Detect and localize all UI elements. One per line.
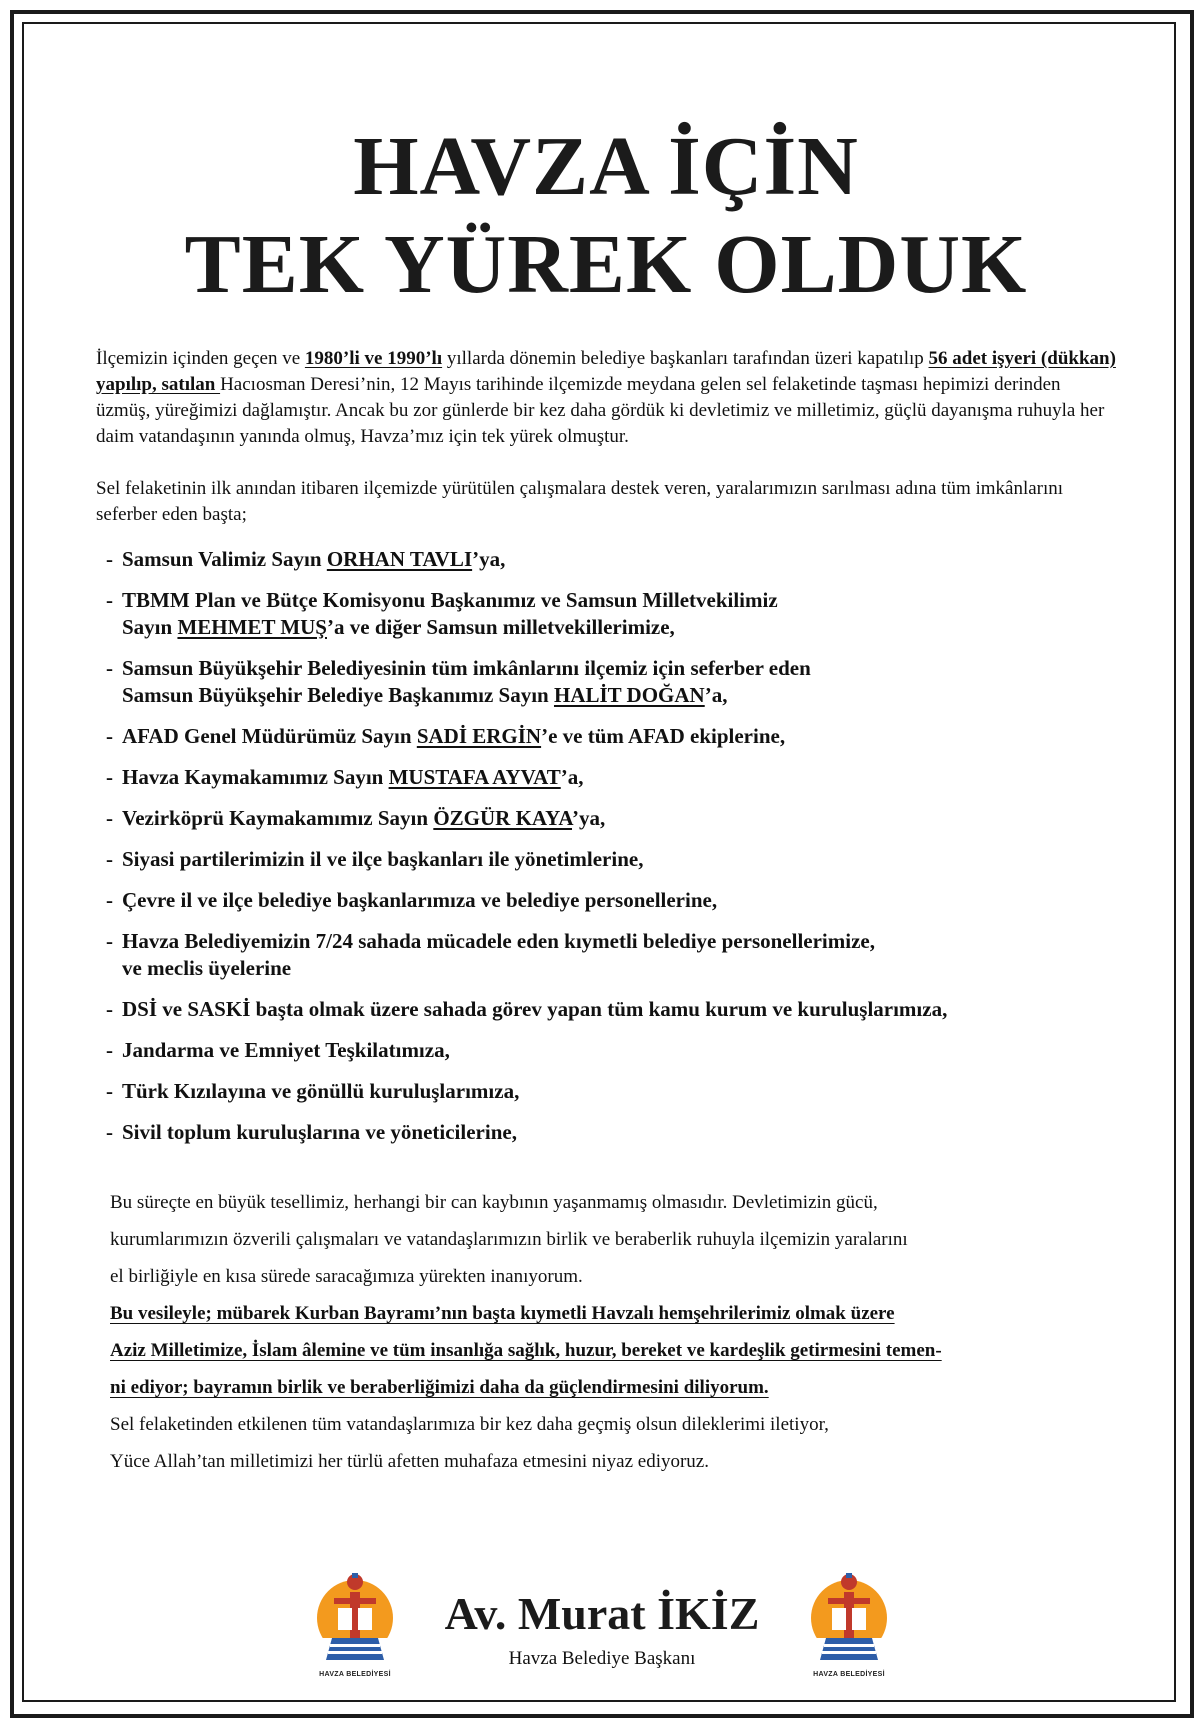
- closing-section: [110, 1184, 1116, 1480]
- list-item: [96, 546, 1116, 573]
- logo-caption: HAVZA BELEDİYESİ: [813, 1671, 885, 1678]
- list-item: - Türk Kızılayına ve gönüllü kuruluşlarımıza,: [96, 1078, 1116, 1105]
- list-item: [96, 764, 1116, 791]
- list-item-text: ve meclis üyelerine: [122, 956, 292, 980]
- signatory-name: Av. Murat İKİZ: [444, 1588, 760, 1639]
- list-item-text: ’e ve tüm AFAD ekiplerine,: [541, 724, 786, 748]
- list-item-text: Samsun Valimiz Sayın: [122, 547, 327, 571]
- municipality-logo-icon: [806, 1568, 892, 1668]
- list-item: - Sivil toplum kuruluşlarına ve yöneticilerine,: [96, 1119, 1116, 1146]
- list-item-text: - TBMM Plan ve Bütçe Komisyonu Başkanımız ve Samsun Milletvekilimiz: [122, 588, 778, 612]
- municipality-logo-icon: [312, 1568, 398, 1668]
- intro-text: Hacıosman Deresi’nin, 12 Mayıs tarihinde ilçemizde meydana gelen sel felaketinde taşması hepimizi derinden üzmüş, yüreğimizi dağlamıştır. Ancak bu zor günlerde bir kez daha gördük ki devletimiz ve milletimiz, güçlü dayanışma ruhuyla her daim vatandaşının yanında olmuş, Havza’mız için tek yürek olmuştur.: [96, 374, 1105, 447]
- thanks-list: [96, 546, 1116, 1146]
- list-item: [96, 655, 1116, 709]
- list-item-text: Vezirköprü Kaymakamımız Sayın: [122, 806, 434, 830]
- list-item-text: ’ya,: [472, 547, 506, 571]
- list-item-text: Havza Kaymakamımız Sayın: [122, 765, 389, 789]
- list-item: - Jandarma ve Emniyet Teşkilatımıza,: [96, 1037, 1116, 1064]
- headline-line-2: TEK YÜREK OLDUK: [184, 218, 1028, 311]
- headline: [96, 118, 1116, 314]
- list-item-text: - Samsun Büyükşehir Belediyesinin tüm imkânlarını ilçemiz için seferber eden: [122, 656, 811, 680]
- closing-line: Yüce Allah’tan milletimizi her türlü afetten muhafaza etmesini niyaz ediyoruz.: [110, 1451, 709, 1472]
- intro-text: İlçemizin içinden geçen ve: [96, 348, 305, 369]
- list-item-text: Sayın: [122, 615, 178, 639]
- intro-years: 1980’li ve 1990’lı: [304, 348, 443, 369]
- list-item-text: ’a ve diğer Samsun milletvekillerimize,: [327, 615, 675, 639]
- list-item-text: ’ya,: [572, 806, 606, 830]
- intro-text: yıllarda dönemin belediye başkanları tarafından üzeri kapatılıp: [442, 348, 929, 369]
- closing-line: Sel felaketinden etkilenen tüm vatandaşlarımıza bir kez daha geçmiş olsun dileklerimi iletiyor,: [110, 1414, 829, 1435]
- intro-section: [96, 346, 1116, 528]
- person-name: MEHMET MUŞ: [177, 615, 327, 639]
- list-item: [96, 587, 1116, 641]
- list-item-text: Samsun Büyükşehir Belediye Başkanımız Sayın: [122, 683, 554, 707]
- intro-shops: 56 adet işyeri (dükkan) yapılıp, satılan: [96, 348, 1116, 395]
- municipality-logo: [806, 1568, 892, 1678]
- person-name: MUSTAFA AYVAT: [388, 765, 561, 789]
- announcement-body: [96, 118, 1116, 1480]
- list-item-text: AFAD Genel Müdürümüz Sayın: [122, 724, 417, 748]
- list-item: - DSİ ve SASKİ başta olmak üzere sahada görev yapan tüm kamu kurum ve kuruluşlarımıza,: [96, 996, 1116, 1023]
- list-item: [96, 928, 1116, 982]
- intro-paragraph-1: [96, 346, 1116, 450]
- list-item-text: - Havza Belediyemizin 7/24 sahada mücadele eden kıymetli belediye personellerimize,: [122, 929, 875, 953]
- closing-line: el birliğiyle en kısa sürede saracağımıza yürekten inanıyorum.: [110, 1266, 583, 1287]
- person-name: SADİ ERGİN: [416, 724, 542, 748]
- list-item: - Siyasi partilerimizin il ve ilçe başkanları ile yönetimlerine,: [96, 846, 1116, 873]
- closing-line: kurumlarımızın özverili çalışmaları ve vatandaşlarımızın birlik ve beraberlik ruhuyla ilçemizin yaralarını: [110, 1229, 908, 1250]
- intro-paragraph-2: Sel felaketinin ilk anından itibaren ilçemizde yürütülen çalışmalara destek veren, yaralarımızın sarılması adına tüm imkânlarını seferber eden başta;: [96, 478, 1064, 525]
- holiday-greeting-line: Aziz Milletimize, İslam âlemine ve tüm insanlığa sağlık, huzur, bereket ve kardeşlik getirmesini temen-: [110, 1340, 942, 1361]
- person-name: ORHAN TAVLI: [326, 547, 473, 571]
- holiday-greeting-line: ni ediyor; bayramın birlik ve beraberliğimizi daha da güçlendirmesini diliyorum.: [110, 1377, 769, 1398]
- list-item-text: ’a,: [704, 683, 728, 707]
- closing-line: Bu süreçte en büyük tesellimiz, herhangi bir can kaybının yaşanmamış olmasıdır. Devletimizin gücü,: [110, 1192, 878, 1213]
- list-item: - Çevre il ve ilçe belediye başkanlarımıza ve belediye personellerine,: [96, 887, 1116, 914]
- list-item: [96, 723, 1116, 750]
- logo-caption: HAVZA BELEDİYESİ: [319, 1671, 391, 1678]
- person-name: ÖZGÜR KAYA: [433, 806, 573, 830]
- holiday-greeting-line: Bu vesileyle; mübarek Kurban Bayramı’nın başta kıymetli Havzalı hemşehrilerimiz olmak üzere: [110, 1303, 895, 1324]
- list-item: [96, 805, 1116, 832]
- list-item-text: ’a,: [560, 765, 584, 789]
- headline-line-1: HAVZA İÇİN: [353, 120, 859, 213]
- municipality-logo: [312, 1568, 398, 1678]
- person-name: HALİT DOĞAN: [553, 683, 705, 707]
- signature-block: [312, 1568, 892, 1688]
- signatory-title: Havza Belediye Başkanı: [508, 1648, 696, 1669]
